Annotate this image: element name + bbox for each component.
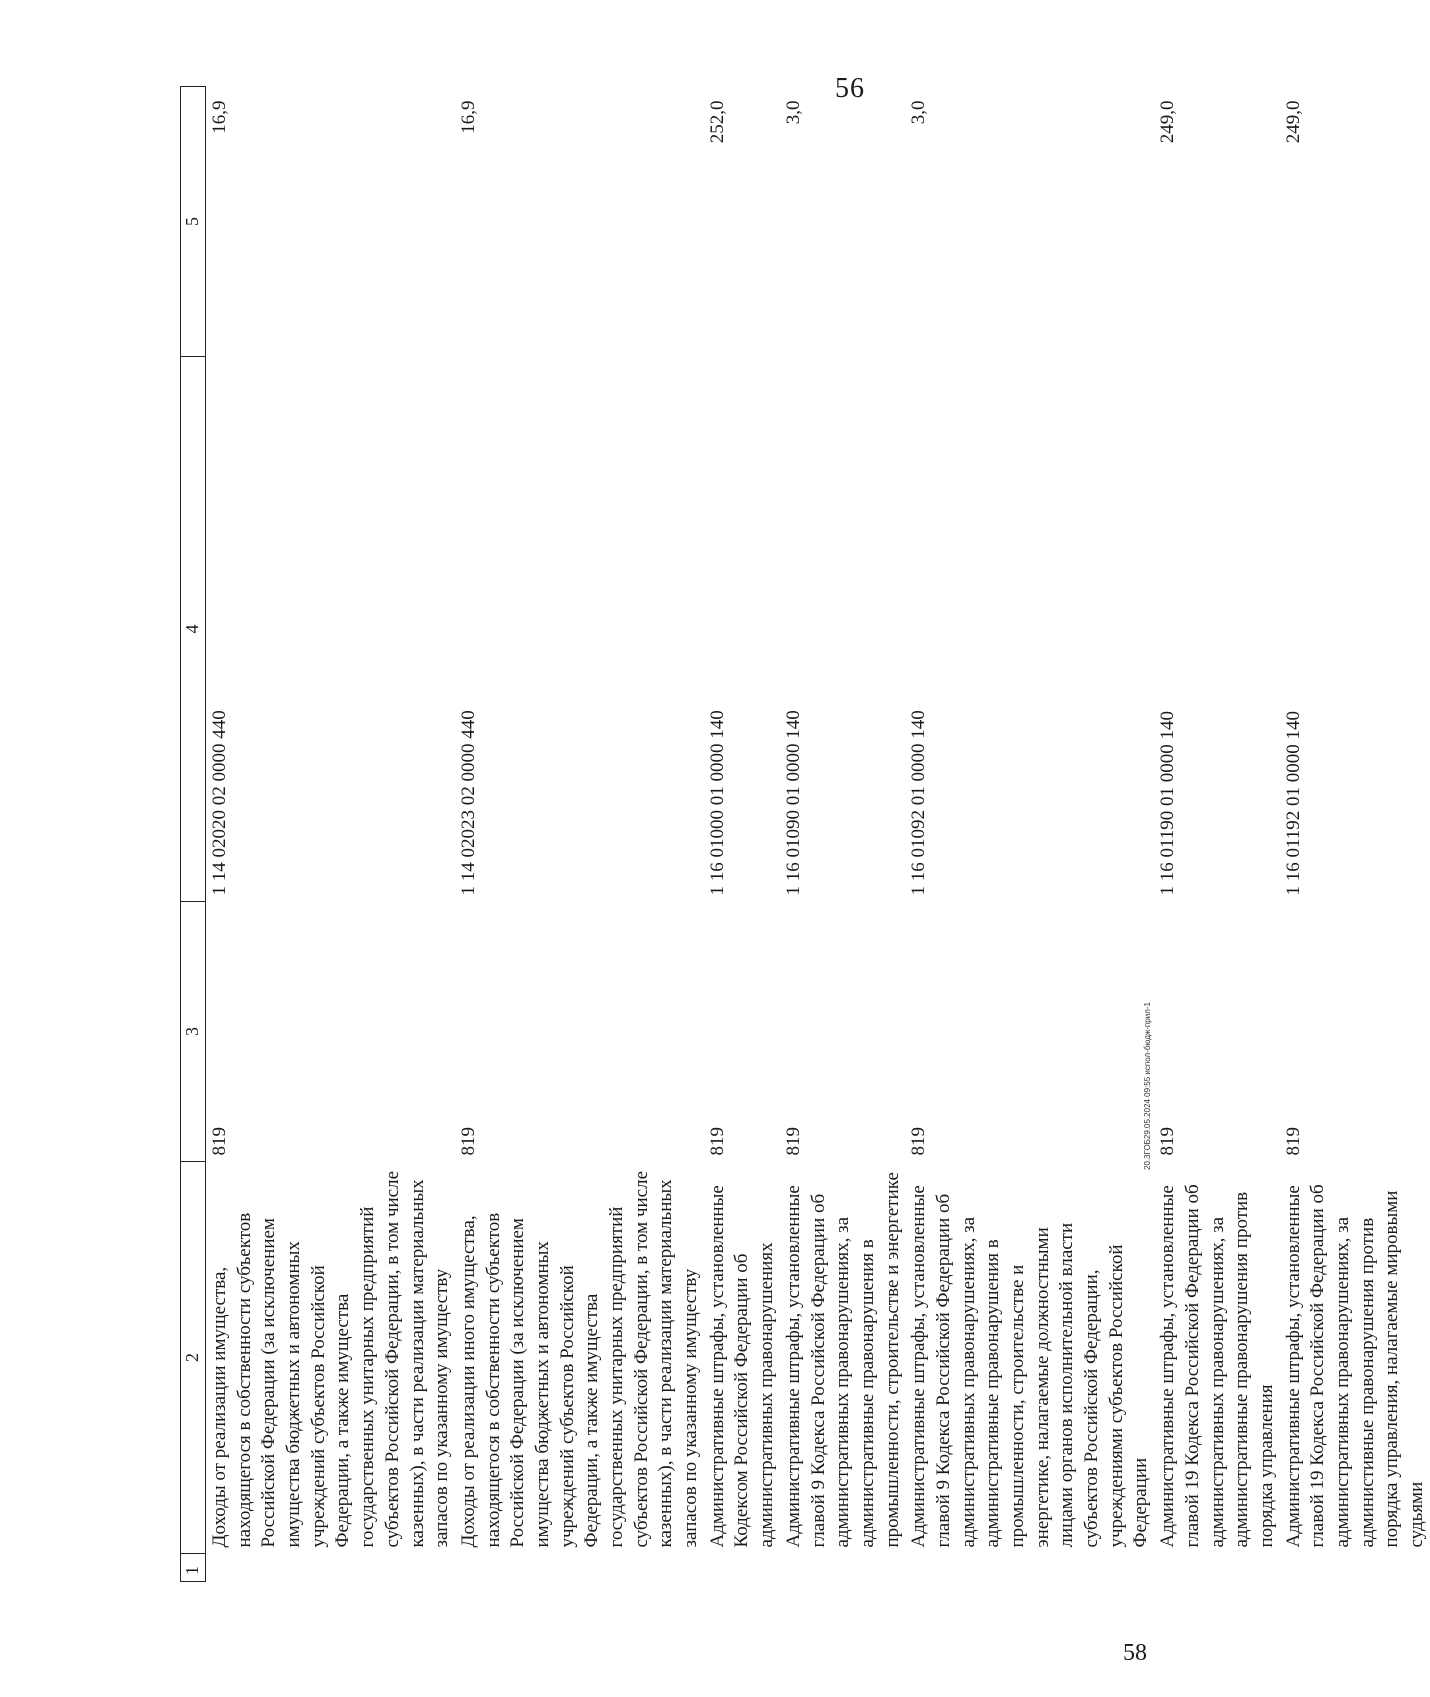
amount-cell: 249,0	[1282, 100, 1304, 144]
page-number-top: 56	[835, 73, 865, 104]
column-header-4: 4	[181, 357, 206, 902]
amount-cell: 252,0	[706, 100, 728, 144]
column-header-1: 1	[181, 1554, 206, 1582]
admin-code-cell: 819	[1282, 1127, 1304, 1156]
admin-code-cell: 819	[782, 1127, 804, 1156]
table-row	[704, 87, 780, 1582]
row-number-cell	[1154, 1554, 1279, 1582]
admin-code-cell: 819	[1157, 1127, 1179, 1156]
row-number-cell	[206, 1554, 455, 1582]
column-header-3: 3	[181, 902, 206, 1162]
admin-code-cell: 819	[457, 1127, 479, 1156]
budget-code-cell: 1 16 01000 01 0000 140	[706, 710, 728, 896]
table-header-row	[181, 87, 206, 1582]
budget-code-cell: 1 16 01090 01 0000 140	[782, 710, 804, 896]
admin-code-cell: 819	[209, 1127, 230, 1156]
row-number-cell	[1280, 1554, 1430, 1582]
page-number-corner: 58	[1123, 1640, 1147, 1666]
row-number-cell	[905, 1554, 1154, 1582]
description-cell: Административные штрафы, установленные главой 9 Кодекса Российской Федерации об административных правонарушениях, за административные правонарушения в промышленности, строительстве и энергетике	[782, 1172, 903, 1548]
print-stamp: 20.3ГОБ29.05.2024 09:55 испол-бюдж-прил-1	[1143, 1002, 1152, 1170]
description-cell: Административные штрафы, установленные главой 19 Кодекса Российской Федерации об административных правонарушениях, за администивные правонарушения против порядка управления, налагаемые мировыми судьями	[1282, 1184, 1427, 1548]
amount-cell: 3,0	[908, 100, 930, 125]
budget-code-cell: 1 14 02020 02 0000 440	[209, 710, 230, 896]
budget-code-cell: 1 16 01190 01 0000 140	[1157, 710, 1179, 896]
row-number-cell	[780, 1554, 905, 1582]
table-body	[181, 87, 1430, 1582]
table-row	[1280, 87, 1430, 1582]
revenue-table	[180, 86, 1430, 1582]
description-cell: Доходы от реализации имущества, находящегося в собственности субъектов Российской Федерации (за исключением имущества бюджетных и автономных учреждений субъектов Российской Федерации, а также имущества государственных унитарных предприятий субъектов Российской Федерации, в том числе казенных), в части реализации материальных запасов по указанному имуществу	[209, 1170, 453, 1548]
description-cell: Доходы от реализации иного имущества, находящегося в собственности субъектов Российской Федерации (за исключением имущества бюджетных и автономных учреждений субъектов Российской Федерации, а также имущества государственных унитарных предприятий субъектов Российской Федерации, в том числе казенных), в части реализации материальных запасов по указанному имуществу	[457, 1170, 702, 1548]
amount-cell: 16,9	[457, 100, 479, 134]
budget-code-cell: 1 16 01092 01 0000 140	[908, 710, 930, 896]
amount-cell: 16,9	[209, 100, 230, 134]
amount-cell: 249,0	[1157, 100, 1179, 144]
table-row	[905, 87, 1154, 1582]
amount-cell: 3,0	[782, 100, 804, 125]
admin-code-cell: 819	[706, 1127, 728, 1156]
budget-code-cell: 1 16 01192 01 0000 140	[1282, 710, 1304, 896]
row-number-cell	[704, 1554, 780, 1582]
description-cell: Административные штрафы, установленные Кодексом Российской Федерации об административных правонарушениях	[706, 1185, 778, 1548]
table-row	[455, 87, 704, 1582]
description-cell: Административные штрафы, установленные главой 9 Кодекса Российской Федерации об административных правонарушениях, за административные правонарушения в промышленности, строительстве и энергетике, налагаемые должностными лицами органов исполнительной власти субъектов Российской Федерации, учреждениями субъектов Российской Федерации	[908, 1185, 1152, 1548]
column-header-2: 2	[181, 1162, 206, 1554]
table-row	[780, 87, 905, 1582]
column-header-5: 5	[181, 87, 206, 357]
description-cell: Административные штрафы, установленные главой 19 Кодекса Российской Федерации об административных правонарушениях, за административные правонарушения против порядка управления	[1157, 1184, 1277, 1548]
budget-code-cell: 1 14 02023 02 0000 440	[457, 710, 479, 896]
row-number-cell	[455, 1554, 704, 1582]
admin-code-cell: 819	[908, 1127, 930, 1156]
table-row	[1154, 87, 1279, 1582]
table-row	[206, 87, 455, 1582]
